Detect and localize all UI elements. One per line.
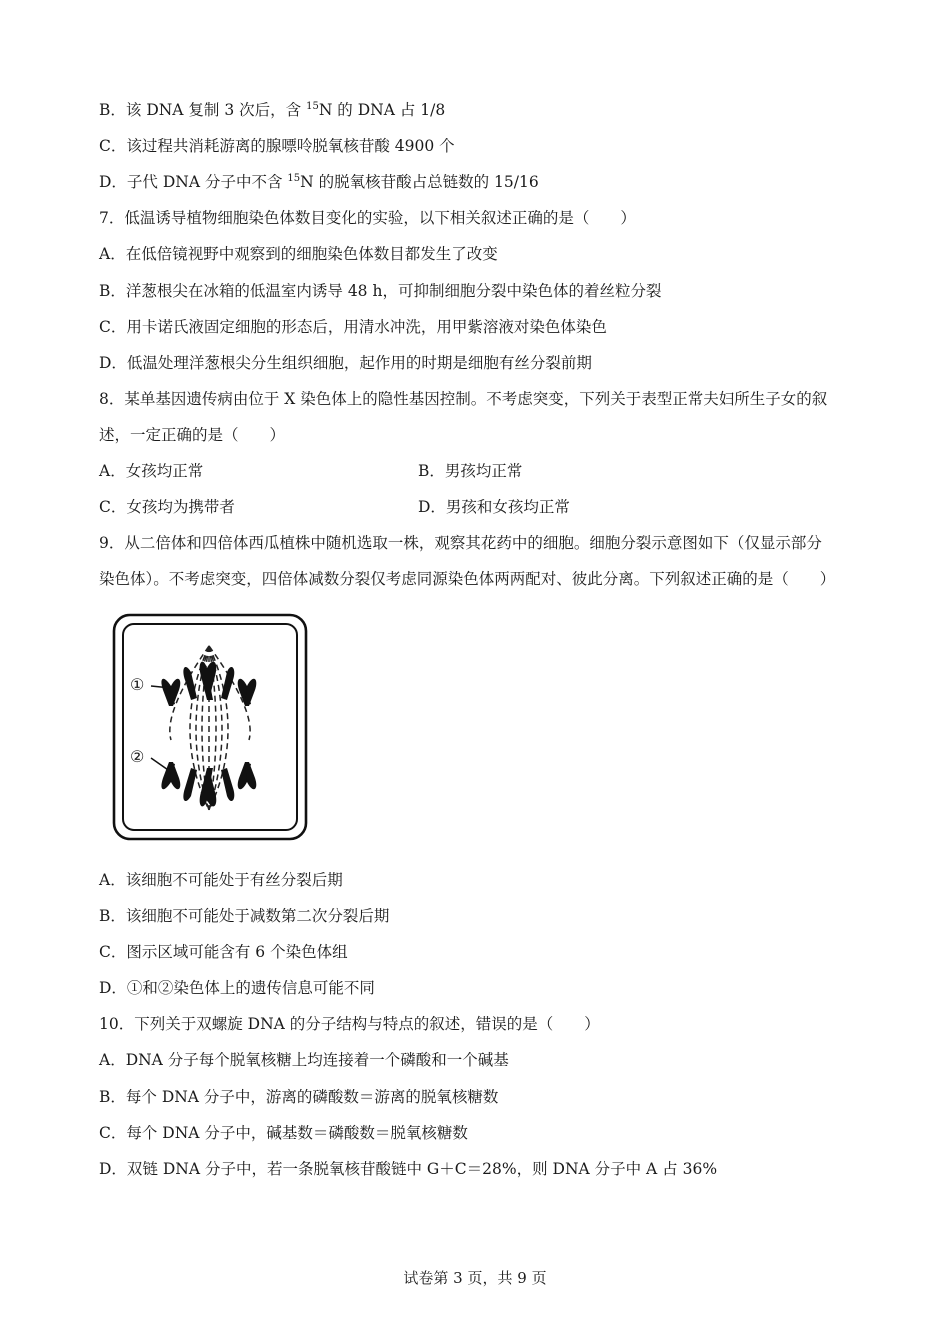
q9-option-c: C．图示区域可能含有 6 个染色体组: [99, 943, 348, 961]
q7-option-a: A．在低倍镜视野中观察到的细胞染色体数目都发生了改变: [99, 245, 498, 263]
q6-option-b: [99, 100, 445, 120]
cell-division-diagram: [111, 612, 309, 842]
q7-option-c: C．用卡诺氏液固定细胞的形态后，用清水冲洗，用甲紫溶液对染色体染色: [99, 318, 607, 336]
q9-option-b: B．该细胞不可能处于减数第二次分裂后期: [99, 907, 390, 925]
q8-stem-line-1: 8．某单基因遗传病由位于 X 染色体上的隐性基因控制。不考虑突变，下列关于表型正常夫妇所生子女的叙: [99, 390, 828, 408]
q7-stem: 7．低温诱导植物细胞染色体数目变化的实验，以下相关叙述正确的是（ ）: [99, 209, 636, 227]
q6-option-b-prefix: B．该 DNA 复制 3 次后，含: [99, 101, 307, 119]
q7-option-b: B．洋葱根尖在冰箱的低温室内诱导 48 h，可抑制细胞分裂中染色体的着丝粒分裂: [99, 282, 662, 300]
figure-label-1: ①: [130, 675, 145, 694]
q8-option-b: B．男孩均正常: [418, 462, 523, 480]
q6-option-d-suffix: N 的脱氧核苷酸占总链数的 15/16: [300, 173, 539, 191]
q10-stem: 10．下列关于双螺旋 DNA 的分子结构与特点的叙述，错误的是（ ）: [99, 1015, 600, 1033]
q6-option-c: C．该过程共消耗游离的腺嘌呤脱氧核苷酸 4900 个: [99, 137, 455, 155]
q7-option-d: D．低温处理洋葱根尖分生组织细胞，起作用的时期是细胞有丝分裂前期: [99, 354, 592, 372]
page-footer: 试卷第 3 页，共 9 页: [403, 1269, 547, 1287]
q6-option-d-prefix: D．子代 DNA 分子中不含: [99, 173, 288, 191]
q10-option-d: D．双链 DNA 分子中，若一条脱氧核苷酸链中 G＋C＝28%，则 DNA 分子中 A 占 36%: [99, 1160, 718, 1178]
q9-stem-line-1: 9．从二倍体和四倍体西瓜植株中随机选取一株，观察其花药中的细胞。细胞分裂示意图如下（仅显示部分: [99, 534, 822, 552]
q9-stem-line-2: 染色体）。不考虑突变，四倍体减数分裂仅考虑同源染色体两两配对、彼此分离。下列叙述正确的是（ ）: [99, 570, 836, 588]
q10-option-c: C．每个 DNA 分子中，碱基数＝磷酸数＝脱氧核糖数: [99, 1124, 468, 1142]
q6-option-b-suffix: N 的 DNA 占 1/8: [318, 101, 446, 119]
q8-option-d: D．男孩和女孩均正常: [418, 498, 570, 516]
isotope-superscript: 15: [306, 101, 319, 112]
q10-option-a: A．DNA 分子每个脱氧核糖上均连接着一个磷酸和一个碱基: [99, 1051, 509, 1069]
q8-option-a: A．女孩均正常: [99, 462, 204, 480]
q9-option-d: D．①和②染色体上的遗传信息可能不同: [99, 979, 375, 997]
q9-option-a: A．该细胞不可能处于有丝分裂后期: [99, 871, 343, 889]
q10-option-b: B．每个 DNA 分子中，游离的磷酸数＝游离的脱氧核糖数: [99, 1088, 499, 1106]
q6-option-d: [99, 172, 539, 192]
figure-label-2: ②: [130, 747, 145, 766]
lower-chromosomes: [161, 762, 256, 806]
q8-option-c: C．女孩均为携带者: [99, 498, 235, 516]
isotope-superscript: 15: [287, 173, 301, 184]
q8-stem-line-2: 述，一定正确的是（ ）: [99, 426, 286, 444]
